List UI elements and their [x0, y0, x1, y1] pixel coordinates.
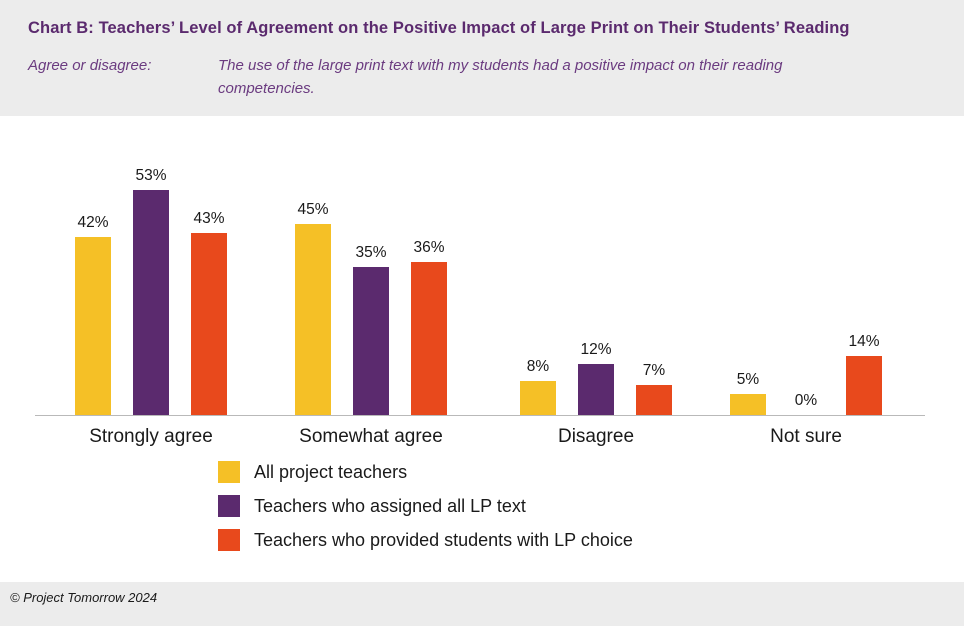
- bar-value-label: 43%: [193, 210, 225, 227]
- bar-item: [411, 126, 447, 415]
- legend-label: Teachers who provided students with LP choice: [254, 529, 633, 550]
- bar: [730, 394, 766, 415]
- bar: [636, 385, 672, 415]
- bar-value-label: 7%: [642, 362, 666, 379]
- bar-value-label: 12%: [580, 341, 612, 358]
- chart-legend: [218, 461, 838, 563]
- bar: [295, 224, 331, 415]
- bar-item: [578, 126, 614, 415]
- bar-value-label: 35%: [355, 244, 387, 261]
- bar-item: [295, 126, 331, 415]
- bar: [133, 190, 169, 415]
- bar-group-bars: [520, 126, 672, 415]
- bar: [846, 356, 882, 415]
- bar-item: [636, 126, 672, 415]
- bar-group: [730, 126, 882, 447]
- bar-value-label: 5%: [736, 371, 760, 388]
- bar-item: [730, 126, 766, 415]
- chart-header: [0, 0, 964, 116]
- bar-value-label: 45%: [297, 201, 329, 218]
- bar-value-label: 53%: [135, 167, 167, 184]
- bar: [411, 262, 447, 415]
- bar-item: [75, 126, 111, 415]
- bar: [578, 364, 614, 415]
- bar-item: [520, 126, 556, 415]
- legend-swatch: [218, 461, 240, 483]
- legend-item: [218, 461, 838, 483]
- legend-swatch: [218, 495, 240, 517]
- legend-item: [218, 495, 838, 517]
- bar-item: [191, 126, 227, 415]
- category-label: Not sure: [770, 426, 842, 447]
- plot-area: [0, 116, 964, 582]
- bar-group: [295, 126, 447, 447]
- bar-group: [75, 126, 227, 447]
- category-label: Strongly agree: [89, 426, 213, 447]
- bar-item: [846, 126, 882, 415]
- bar-value-label: 0%: [794, 392, 818, 409]
- bar: [353, 267, 389, 415]
- bar-group-bars: [295, 126, 447, 415]
- bar-item: [353, 126, 389, 415]
- legend-item: [218, 529, 838, 551]
- bar-value-label: 36%: [413, 239, 445, 256]
- bar-value-label: 14%: [848, 333, 880, 350]
- subtitle-row: [28, 54, 936, 100]
- bar-item: [788, 126, 824, 415]
- bar-group: [520, 126, 672, 447]
- bar-chart: [30, 126, 930, 447]
- copyright-text: © Project Tomorrow 2024: [10, 590, 158, 605]
- legend-swatch: [218, 529, 240, 551]
- legend-label: All project teachers: [254, 461, 408, 482]
- subtitle-text: The use of the large print text with my students had a positive impact on their reading competencies.: [218, 57, 783, 97]
- bar-group-bars: [75, 126, 227, 415]
- bar: [520, 381, 556, 415]
- bar-item: [133, 126, 169, 415]
- bar: [191, 233, 227, 415]
- chart-footer: [0, 582, 964, 626]
- subtitle-label: Agree or disagree:: [28, 57, 152, 74]
- bar-group-bars: [730, 126, 882, 415]
- legend-label: Teachers who assigned all LP text: [254, 495, 526, 516]
- bar-value-label: 42%: [77, 214, 109, 231]
- bar-value-label: 8%: [526, 358, 550, 375]
- page-title: Chart B: Teachers’ Level of Agreement on the Positive Impact of Large Print on Their Students’ Reading: [28, 19, 850, 37]
- category-label: Somewhat agree: [299, 426, 443, 447]
- category-label: Disagree: [557, 426, 635, 447]
- bar: [75, 237, 111, 415]
